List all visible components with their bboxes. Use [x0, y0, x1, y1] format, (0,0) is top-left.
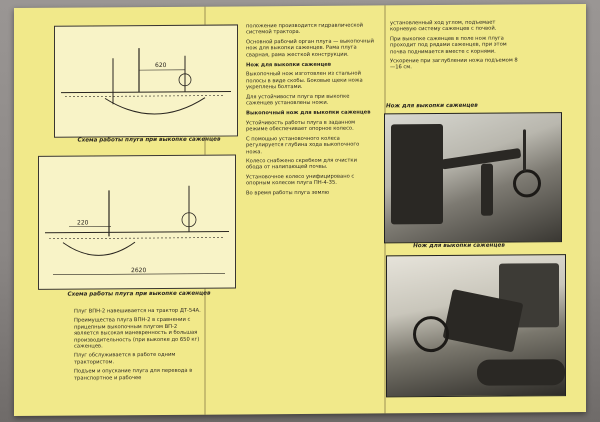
- left-paragraph-3: Плуг обслуживается в работе одним трактористом.: [74, 352, 176, 366]
- left-paragraph-4: Подъем и опускание плуга для перевода в транспортное и рабочее: [74, 368, 193, 382]
- right-paragraph-3: Ускорение при заглублении ножа подъемом 8—16 см.: [390, 57, 518, 71]
- plow-blade: [481, 164, 493, 216]
- middle-paragraph-6: С помощью установочного колеса регулируется глубина хода выкопочного ножа.: [246, 135, 360, 155]
- middle-panel-text: [246, 19, 374, 196]
- diagram-caption-bottom: Схема работы плуга при выкопке саженцев: [67, 290, 211, 298]
- tractor-plow-photo-2: [386, 254, 566, 397]
- crawler-track: [477, 359, 565, 386]
- middle-paragraph-3: Выкопочный нож изготовлен из стальной полосы в виде скобы. Боковые щеки ножа укреплены болтами.: [246, 71, 363, 91]
- diagram-caption-top: Схема работы плуга при выкопке саженцев: [77, 136, 221, 144]
- dim-label-1: 620: [155, 61, 167, 70]
- middle-paragraph-9: Во время работы плуга землю: [246, 189, 330, 196]
- front-wheel: [413, 316, 449, 352]
- right-paragraph-2: При выкопке саженцев в поле нож плуга проходит под рядами саженцев, при этом почва поднимается вместе с корнями.: [390, 35, 507, 55]
- plow-diagram-bottom: [38, 154, 236, 289]
- middle-paragraph-7: Колесо снабжено скребком для очистки обода от налипающей почвы.: [246, 157, 357, 171]
- tractor-body: [391, 124, 443, 224]
- right-paragraph-1: установленный ход углом, подъемает корневую систему саженцев с почвой.: [390, 19, 497, 33]
- dim-label-2: 220: [77, 219, 89, 227]
- left-panel-text: [74, 305, 202, 382]
- plow-schematic-top: [55, 25, 237, 136]
- middle-paragraph-8: Установочное колесо унифицировано с опорным колесом плуга ПН-4-35.: [246, 173, 355, 187]
- photo-caption-mid: Нож для выкопки саженцев: [413, 242, 505, 250]
- photo-caption-top: Нож для выкопки саженцев: [386, 102, 478, 110]
- brochure: [14, 4, 586, 416]
- middle-paragraph-2: Основной рабочий орган плуга — выкопочный нож для выкопки саженцев. Рама плуга сварная, рама жесткой конструкции.: [246, 38, 374, 59]
- plow-diagram-top: [54, 24, 238, 137]
- middle-heading-1: Нож для выкопки саженцев: [246, 61, 332, 69]
- left-paragraph-2: Преимущества плуга ВПН-2 в сравнении с прицепным выкопочным плугом ВП-2 является высокая маневренность и большая производительность (при выкопке до 650 кг) саженцев.: [74, 317, 200, 350]
- middle-paragraph-5: Устойчивость работы плуга в заданном режиме обеспечивает опорное колесо.: [246, 119, 356, 133]
- support-wheel: [513, 169, 541, 197]
- left-paragraph-1: Плуг ВПН-2 навешивается на трактор ДТ-54А.: [74, 307, 201, 315]
- right-panel-text: [390, 16, 520, 71]
- tractor-plow-photo-1: [384, 112, 562, 243]
- middle-heading-2: Выкопочный нож для выкопки саженцев: [246, 109, 371, 117]
- wheel-post: [523, 129, 526, 171]
- dim-label-3: 2620: [131, 267, 147, 275]
- middle-paragraph-4: Для устойчивости плуга при выкопке саженцев установлены ножи.: [246, 93, 350, 107]
- middle-paragraph-1: положение производится гидравлической системой трактора.: [246, 22, 364, 36]
- plow-schematic-bottom: [39, 155, 235, 288]
